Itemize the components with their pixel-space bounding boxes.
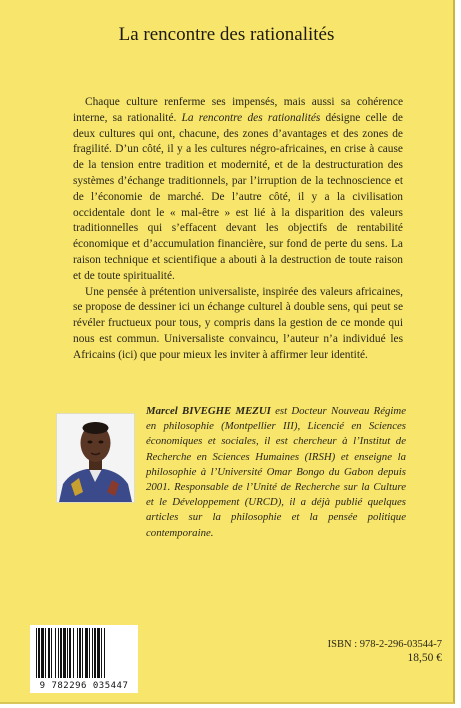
barcode-bars <box>36 628 132 680</box>
author-photo <box>56 413 135 503</box>
blurb-paragraph-2: Une pensée à prétention universaliste, inspirée des valeurs africaines, se propose de dessiner ici un échange culturel à double sens, qui peut se révéler fructueux pour tous, y compris dans la gestion de ce monde qui nous est commun. Universaliste convaincu, l’auteur n’a individué les Africains (ici) que pour mieux les inviter à affirmer leur identité. <box>73 285 403 361</box>
blurb <box>73 95 403 364</box>
author-bio-text: est Docteur Nouveau Régime en philosophie (Montpellier III), Licencié en Sciences économiques et sociales, il est chercheur à l’Institut de Recherche en Sciences Humaines (IRSH) et enseigne la philosophie à l’Université Omar Bongo du Gabon depuis 2001. Responsable de l’Unité de Recherche sur la Culture et le Développement (URCD), il a déjà publié quelques articles sur la philosophie et la pensée politique contemporaine. <box>146 405 406 539</box>
isbn: ISBN : 978-2-296-03544-7 <box>327 639 442 650</box>
author-portrait-icon <box>57 414 134 502</box>
blurb-p1-rest: désigne celle de deux cultures qui ont, chacune, des zones d’avantages et des zones de fragilité. D’un côté, il y a les cultures négro-africaines, en crise à cause de la tension entre tradition et modernité, et de la destructuration des systèmes d’échange traditionnels, par l’irruption de la technoscience et de l’économie de marché. De l’autre côté, il y a la civilisation occidentale dont le « mal-être » est lié à la disparition des valeurs traditionnelles qui s’effacent devant les objectifs de rentabilité économique et d’accumulation financière, sur fond de perte du sens. La raison technique et scientifique a abouti à la destruction de toute raison et de toute spiritualité. <box>73 111 403 282</box>
author-name: Marcel BIVEGHE MEZUI <box>146 405 271 417</box>
barcode-number: 9 782296 035447 <box>39 681 129 691</box>
book-title: La rencontre des rationalités <box>118 24 335 45</box>
blurb-paragraph-1 <box>73 95 403 285</box>
blurb-p1-book-title: La rencontre des rationalités <box>181 111 321 124</box>
price: 18,50 € <box>407 652 442 664</box>
author-bio <box>146 404 406 541</box>
barcode <box>30 625 138 693</box>
blurb-p1-start: Chaque culture renferme ses impensés, mais aussi sa cohérence interne, sa rationalité. <box>73 96 403 124</box>
